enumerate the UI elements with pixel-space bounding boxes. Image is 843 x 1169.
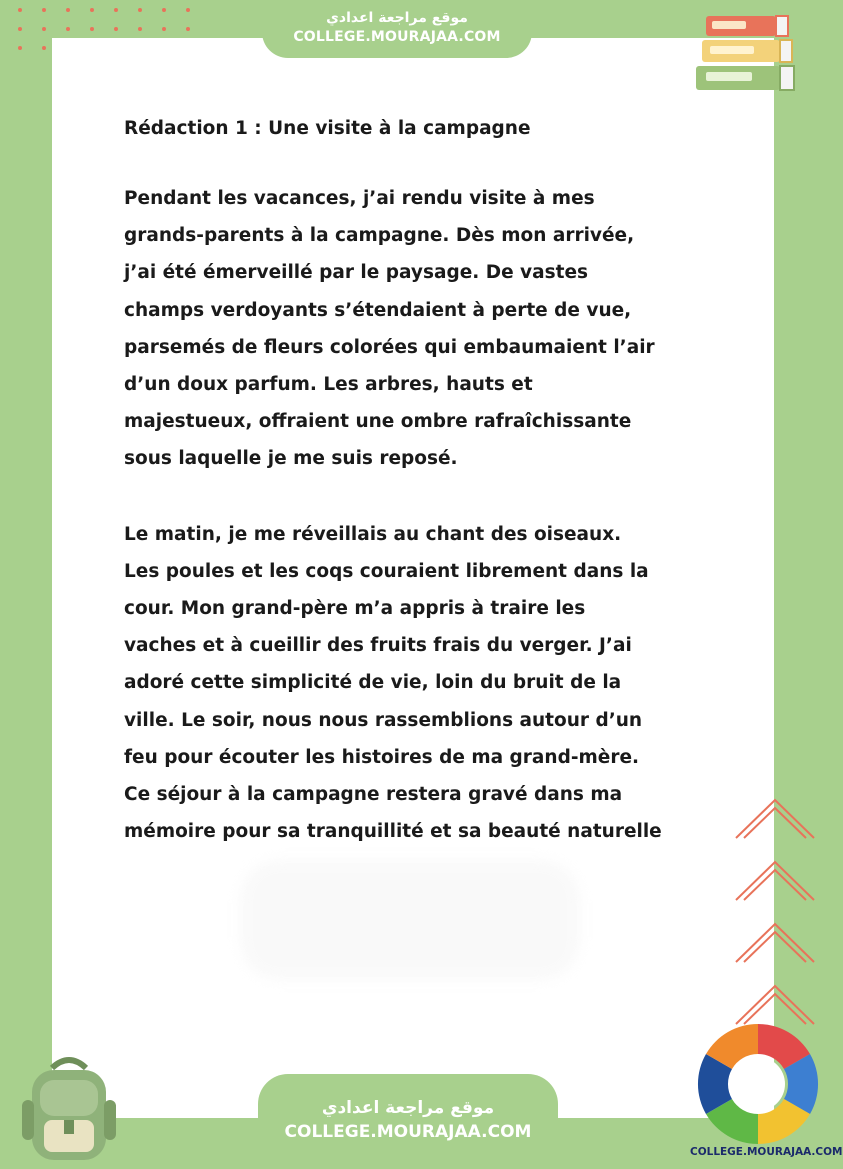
chevron-up-icon [730,790,820,1030]
backpack-icon [14,1050,124,1165]
header-tab[interactable] [262,0,532,58]
document-content [124,116,684,888]
erased-area [240,860,580,980]
header-site-url[interactable]: COLLEGE.MOURAJAA.COM [293,29,501,45]
footer-site-url[interactable]: COLLEGE.MOURAJAA.COM [284,1122,532,1142]
footer-tab[interactable] [258,1074,558,1169]
wheel-graphic [690,1020,822,1146]
books-stack-icon [692,8,802,98]
header-site-arabic: موقع مراجعة اعدادي [326,10,468,26]
paragraph-2: Le matin, je me réveillais au chant des oiseaux. Les poules et les coqs couraient librement dans la cour. Mon grand-père m’a appris à traire les vaches et à cueillir des fruits frais du verger. J’ai adoré cette simplicité de vie, loin du bruit de la ville. Le soir, nous nous rassemblions autour d’un feu pour écouter les histoires de ma grand-mère. Ce séjour à la campagne restera gravé dans ma mémoire pour sa tranquillité et sa beauté naturelle [124,523,662,843]
footer-site-arabic: موقع مراجعة اعدادي [321,1098,495,1118]
paragraph-1: Pendant les vacances, j’ai rendu visite à mes grands-parents à la campagne. Dès mon arrivée, j’ai été émerveillé par le paysage. De vastes champs verdoyants s’étendaient à perte de vue, parsemés de fleurs colorées qui embaumaient l’air d’un doux parfum. Les arbres, hauts et majestueux, offraient une ombre rafraîchissante sous laquelle je me suis reposé. [124,188,655,470]
logo-url-text[interactable]: COLLEGE.MOURAJAA.COM [690,1146,843,1158]
education-wheel-logo[interactable] [690,1020,843,1166]
document-title: Rédaction 1 : Une visite à la campagne [124,118,531,139]
